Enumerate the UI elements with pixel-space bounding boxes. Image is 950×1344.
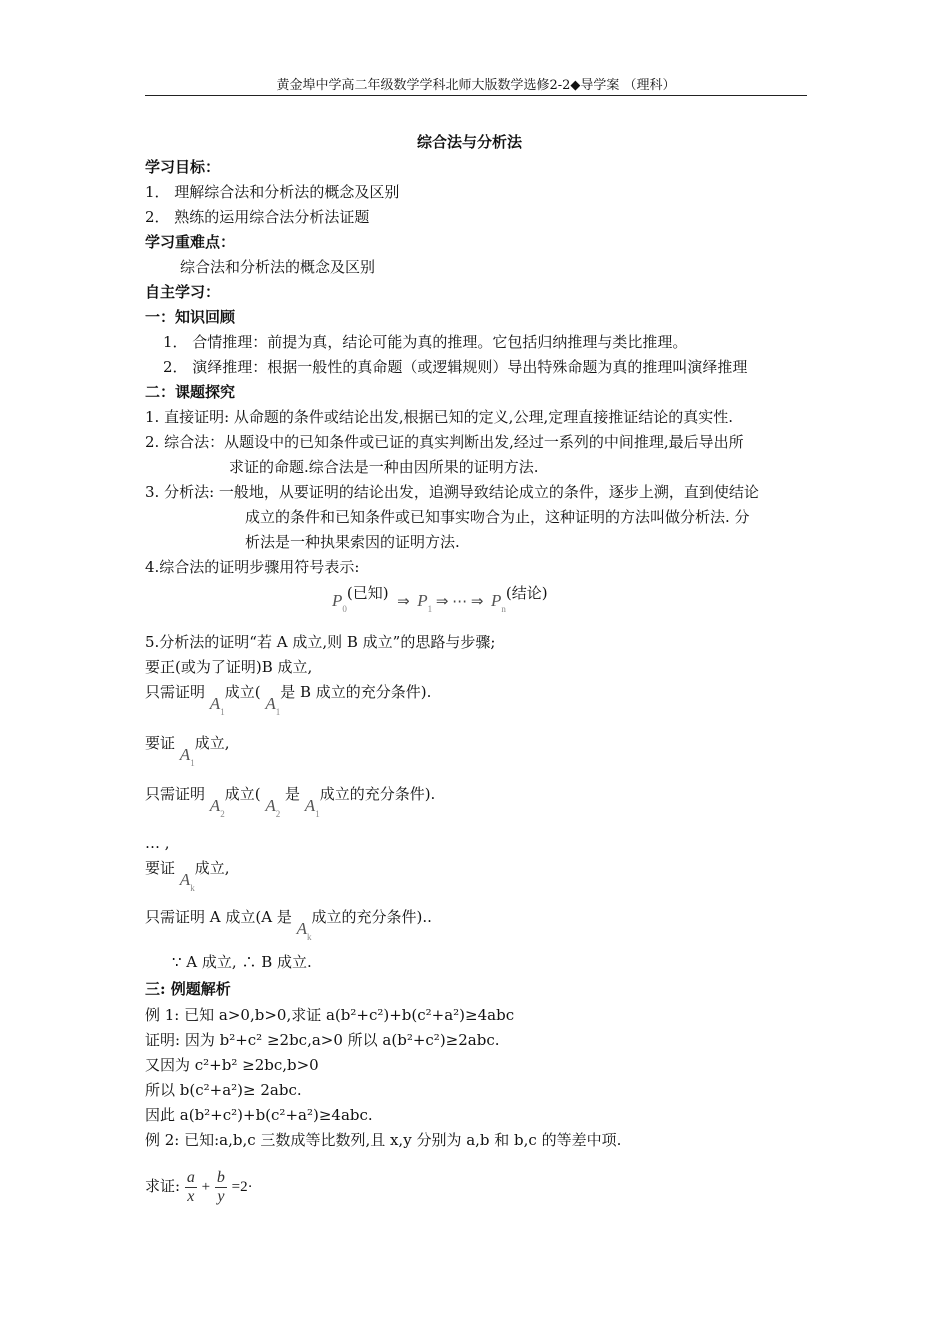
explore-p2: 求证的命题.综合法是一种由因所果的证明方法. <box>229 458 539 476</box>
explore-heading: 二：课题探究 <box>145 383 236 401</box>
review-heading: 一：知识回顾 <box>145 308 236 326</box>
keypoints-heading: 学习重难点： <box>145 233 236 251</box>
analysis-step: … , <box>145 834 170 852</box>
example1-proof: 所以 b(c²+a²)≥ 2abc. <box>145 1081 302 1099</box>
explore-p2: 2. 综合法：从题设中的已知条件或已证的真实判断出发,经过一系列的中间推理,最后导出所 <box>145 433 744 451</box>
example2-prove: 求证: $\frac{a}{x}$ + $\frac{b}{y}$ =2· <box>145 1168 253 1205</box>
doc-title: 综合法与分析法 <box>417 133 523 151</box>
formula-conclusion: (结论) <box>505 584 548 602</box>
example1: 例 1: 已知 a>0,b>0,求证 a(b²+c²)+b(c²+a²)≥4abc <box>145 1006 515 1024</box>
formula-known: (已知) <box>346 584 389 602</box>
examples-heading: 三: 例题解析 <box>145 980 231 998</box>
analysis-step: 只需证明 $A_1$成立( $A_1$是 B 成立的充分条件). <box>145 683 432 717</box>
analysis-step: 只需证明 $A_2$成立( $A_2$ 是 $A_1$成立的充分条件). <box>145 785 436 819</box>
review-item: 2． 演绎推理：根据一般性的真命题（或逻辑规则）导出特殊命题为真的推理叫演绎推理 <box>163 358 748 376</box>
synthesis-formula: $P_0$(已知) ⇒ $P_1$ ⇒ ⋯ ⇒ $P_n$(结论) <box>332 584 548 614</box>
example1-proof: 因此 a(b²+c²)+b(c²+a²)≥4abc. <box>145 1106 373 1124</box>
explore-p1: 1. 直接证明: 从命题的条件或结论出发,根据已知的定义,公理,定理直接推证结论的真实性. <box>145 408 733 426</box>
example2: 例 2: 已知:a,b,c 三数成等比数列,且 x,y 分别为 a,b 和 b,c 的等差中项. <box>145 1131 622 1149</box>
review-item: 1． 合情推理：前提为真，结论可能为真的推理。它包括归纳推理与类比推理。 <box>163 333 688 351</box>
analysis-step: 只需证明 A 成立(A 是 $A_k$成立的充分条件).. <box>145 908 432 942</box>
goals-heading: 学习目标： <box>145 158 221 176</box>
explore-p3: 析法是一种执果索因的证明方法. <box>245 533 460 551</box>
example1-proof: 证明: 因为 b²+c² ≥2bc,a>0 所以 a(b²+c²)≥2abc. <box>145 1031 500 1049</box>
keypoints-text: 综合法和分析法的概念及区别 <box>180 258 376 276</box>
analysis-conclusion: ∵ A 成立, ∴ B 成立. <box>172 953 312 971</box>
explore-p5: 5.分析法的证明“若 A 成立,则 B 成立”的思路与步骤; <box>145 633 496 651</box>
explore-p4: 4.综合法的证明步骤用符号表示: <box>145 558 360 576</box>
analysis-step: 要证 $A_k$成立, <box>145 859 230 893</box>
explore-p3: 成立的条件和已知条件或已知事实吻合为止，这种证明的方法叫做分析法. 分 <box>245 508 750 526</box>
explore-p3: 3. 分析法: 一般地，从要证明的结论出发，追溯导致结论成立的条件，逐步上溯，直到使结论 <box>145 483 759 501</box>
fraction-a-over-x: $\frac{a}{x}$ <box>186 1168 195 1205</box>
fraction-b-over-y: $\frac{b}{y}$ <box>216 1168 225 1205</box>
goal-item: 1． 理解综合法和分析法的概念及区别 <box>145 183 400 201</box>
analysis-step: 要正(或为了证明)B 成立, <box>145 658 313 676</box>
example1-proof: 又因为 c²+b² ≥2bc,b>0 <box>145 1056 319 1074</box>
analysis-step: 要证 $A_1$成立, <box>145 734 230 768</box>
self-study-heading: 自主学习： <box>145 283 221 301</box>
goal-item: 2． 熟练的运用综合法分析法证题 <box>145 208 370 226</box>
page-header: 黄金埠中学高二年级数学学科北师大版数学选修2-2◆导学案 （理科） <box>145 74 807 96</box>
